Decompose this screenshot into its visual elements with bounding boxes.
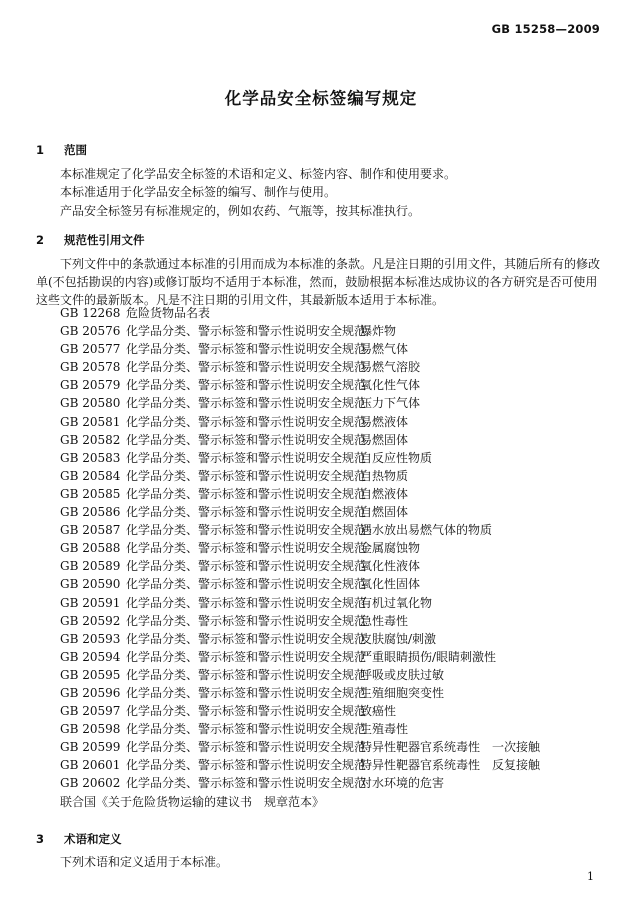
reference-part-title: 易燃固体	[360, 432, 409, 447]
reference-series-title: 化学品分类、警示标签和警示性说明安全规范	[126, 523, 367, 538]
reference-series-title: 化学品分类、警示标签和警示性说明安全规范	[126, 396, 367, 411]
reference-item	[60, 738, 620, 756]
reference-item	[60, 702, 620, 720]
reference-code: GB 20602	[60, 776, 121, 791]
reference-code: GB 20578	[60, 360, 121, 375]
reference-item	[60, 756, 620, 774]
reference-part-title: 特异性靶器官系统毒性 反复接触	[360, 758, 541, 773]
section-number: 2	[36, 233, 45, 247]
reference-part-title: 自反应性物质	[360, 450, 433, 465]
reference-series-title: 化学品分类、警示标签和警示性说明安全规范	[126, 613, 367, 628]
reference-item	[60, 648, 620, 666]
reference-part-title: 有机过氧化物	[360, 595, 433, 610]
reference-item	[60, 485, 620, 503]
reference-item	[60, 376, 620, 394]
reference-code: GB 20599	[60, 740, 121, 755]
reference-part-title: 金属腐蚀物	[360, 541, 421, 556]
reference-series-title: 化学品分类、警示标签和警示性说明安全规范	[126, 324, 367, 339]
reference-item	[60, 793, 620, 811]
reference-series-title: 化学品分类、警示标签和警示性说明安全规范	[126, 704, 367, 719]
reference-series-title: 化学品分类、警示标签和警示性说明安全规范	[126, 740, 367, 755]
scope-paragraph-1: 本标准规定了化学品安全标签的术语和定义、标签内容、制作和使用要求。	[60, 167, 457, 181]
reference-list	[60, 304, 620, 811]
reference-series-title: 化学品分类、警示标签和警示性说明安全规范	[126, 722, 367, 737]
reference-code: GB 20593	[60, 631, 121, 646]
reference-part-title: 皮肤腐蚀/刺激	[360, 631, 437, 646]
reference-item	[60, 503, 620, 521]
reference-item	[60, 612, 620, 630]
reference-part-title: 爆炸物	[360, 324, 397, 339]
reference-code: GB 20591	[60, 595, 121, 610]
reference-series-title: 化学品分类、警示标签和警示性说明安全规范	[126, 541, 367, 556]
reference-series-title: 化学品分类、警示标签和警示性说明安全规范	[126, 685, 367, 700]
reference-code: GB 20594	[60, 649, 121, 664]
reference-series-title: 化学品分类、警示标签和警示性说明安全规范	[126, 468, 367, 483]
reference-code: GB 20584	[60, 468, 121, 483]
reference-part-title: 呼吸或皮肤过敏	[360, 667, 445, 682]
reference-item	[60, 394, 620, 412]
reference-part-title: 致癌性	[360, 704, 397, 719]
reference-item	[60, 358, 620, 376]
reference-code: GB 20582	[60, 432, 121, 447]
section-heading-normative-references	[36, 232, 145, 248]
reference-part-title: 特异性靶器官系统毒性 一次接触	[360, 740, 541, 755]
reference-code: GB 20596	[60, 685, 121, 700]
reference-item	[60, 557, 620, 575]
reference-code: GB 20579	[60, 378, 121, 393]
reference-part-title: 生殖毒性	[360, 722, 409, 737]
reference-series-title: 化学品分类、警示标签和警示性说明安全规范	[126, 486, 367, 501]
reference-item	[60, 304, 620, 322]
reference-code: GB 20586	[60, 505, 121, 520]
terms-paragraph: 下列术语和定义适用于本标准。	[60, 855, 229, 869]
reference-part-title: 对水环境的危害	[360, 776, 445, 791]
reference-item	[60, 340, 620, 358]
reference-item	[60, 720, 620, 738]
reference-code: GB 20592	[60, 613, 121, 628]
reference-item	[60, 431, 620, 449]
reference-code: GB 20588	[60, 541, 121, 556]
normative-intro-paragraph: 下列文件中的条款通过本标准的引用而成为本标准的条款。凡是注日期的引用文件，其随后所有的修改单(不包括勘误的内容)或修订版均不适用于本标准，然而，鼓励根据本标准达成协议的各方研究是否可使用这些文件的最新版本。凡是不注日期的引用文件，其最新版本适用于本标准。	[36, 257, 601, 307]
reference-part-title: 易燃气体	[360, 342, 409, 357]
reference-series-title: 化学品分类、警示标签和警示性说明安全规范	[126, 631, 367, 646]
reference-item	[60, 467, 620, 485]
reference-part-title: 易燃液体	[360, 414, 409, 429]
reference-series-title: 化学品分类、警示标签和警示性说明安全规范	[126, 776, 367, 791]
reference-code: GB 20597	[60, 704, 121, 719]
reference-item	[60, 774, 620, 792]
standard-code: GB 15258—2009	[491, 22, 600, 36]
reference-series-title: 化学品分类、警示标签和警示性说明安全规范	[126, 360, 367, 375]
reference-part-title: 急性毒性	[360, 613, 409, 628]
reference-part-title: 自燃液体	[360, 486, 409, 501]
section-number: 3	[36, 832, 45, 846]
reference-item	[60, 630, 620, 648]
reference-code: GB 20577	[60, 342, 121, 357]
reference-series-title: 化学品分类、警示标签和警示性说明安全规范	[126, 505, 367, 520]
reference-series-title: 化学品分类、警示标签和警示性说明安全规范	[126, 667, 367, 682]
section-number: 1	[36, 143, 45, 157]
reference-code: GB 20589	[60, 559, 121, 574]
reference-series-title: 化学品分类、警示标签和警示性说明安全规范	[126, 577, 367, 592]
scope-paragraph-2: 本标准适用于化学品安全标签的编写、制作与使用。	[60, 185, 337, 199]
reference-code: GB 20581	[60, 414, 121, 429]
reference-part-title: 易燃气溶胶	[360, 360, 421, 375]
reference-series-title: 化学品分类、警示标签和警示性说明安全规范	[126, 378, 367, 393]
reference-series-title: 化学品分类、警示标签和警示性说明安全规范	[126, 595, 367, 610]
page-number: 1	[587, 870, 594, 883]
reference-item	[60, 666, 620, 684]
reference-part-title: 氧化性固体	[360, 577, 421, 592]
reference-code: GB 20583	[60, 450, 121, 465]
section-title: 规范性引用文件	[64, 233, 145, 247]
reference-part-title: 自燃固体	[360, 505, 409, 520]
reference-part-title: 压力下气体	[360, 396, 421, 411]
reference-part-title: 氧化性气体	[360, 378, 421, 393]
reference-part-title: 生殖细胞突变性	[360, 685, 445, 700]
reference-part-title: 氧化性液体	[360, 559, 421, 574]
reference-series-title: 化学品分类、警示标签和警示性说明安全规范	[126, 649, 367, 664]
reference-part-title: 遇水放出易燃气体的物质	[360, 523, 493, 538]
reference-item	[60, 594, 620, 612]
reference-series-title: 化学品分类、警示标签和警示性说明安全规范	[126, 432, 367, 447]
reference-code: GB 20590	[60, 577, 121, 592]
reference-code: GB 20595	[60, 667, 121, 682]
reference-item	[60, 521, 620, 539]
reference-part-title: 严重眼睛损伤/眼睛刺激性	[360, 649, 497, 664]
reference-series-title: 化学品分类、警示标签和警示性说明安全规范	[126, 559, 367, 574]
section-title: 术语和定义	[64, 832, 122, 846]
section-title: 范围	[64, 143, 87, 157]
reference-part-title: 自热物质	[360, 468, 409, 483]
document-title: 化学品安全标签编写规定	[224, 89, 418, 108]
reference-code: GB 20598	[60, 722, 121, 737]
reference-series-title: 化学品分类、警示标签和警示性说明安全规范	[126, 414, 367, 429]
reference-series-title: 化学品分类、警示标签和警示性说明安全规范	[126, 450, 367, 465]
reference-series-title: 危险货物品名表	[126, 306, 211, 320]
reference-item	[60, 575, 620, 593]
reference-item	[60, 684, 620, 702]
reference-code: GB 20576	[60, 324, 121, 339]
reference-series-title: 化学品分类、警示标签和警示性说明安全规范	[126, 342, 367, 357]
reference-code: GB 20580	[60, 396, 121, 411]
section-heading-terms	[36, 831, 122, 847]
reference-code: GB 12268	[60, 306, 121, 320]
reference-code: GB 20585	[60, 486, 121, 501]
section-heading-scope	[36, 142, 87, 158]
reference-item	[60, 539, 620, 557]
reference-item	[60, 413, 620, 431]
scope-paragraph-3: 产品安全标签另有标准规定的，例如农药、气瓶等，按其标准执行。	[60, 204, 421, 218]
reference-series-title: 化学品分类、警示标签和警示性说明安全规范	[126, 758, 367, 773]
reference-code: GB 20587	[60, 523, 121, 538]
reference-item	[60, 322, 620, 340]
reference-code: GB 20601	[60, 758, 121, 773]
reference-code: 联合国《关于危险货物运输的建议书 规章范本》	[60, 794, 325, 809]
reference-item	[60, 449, 620, 467]
